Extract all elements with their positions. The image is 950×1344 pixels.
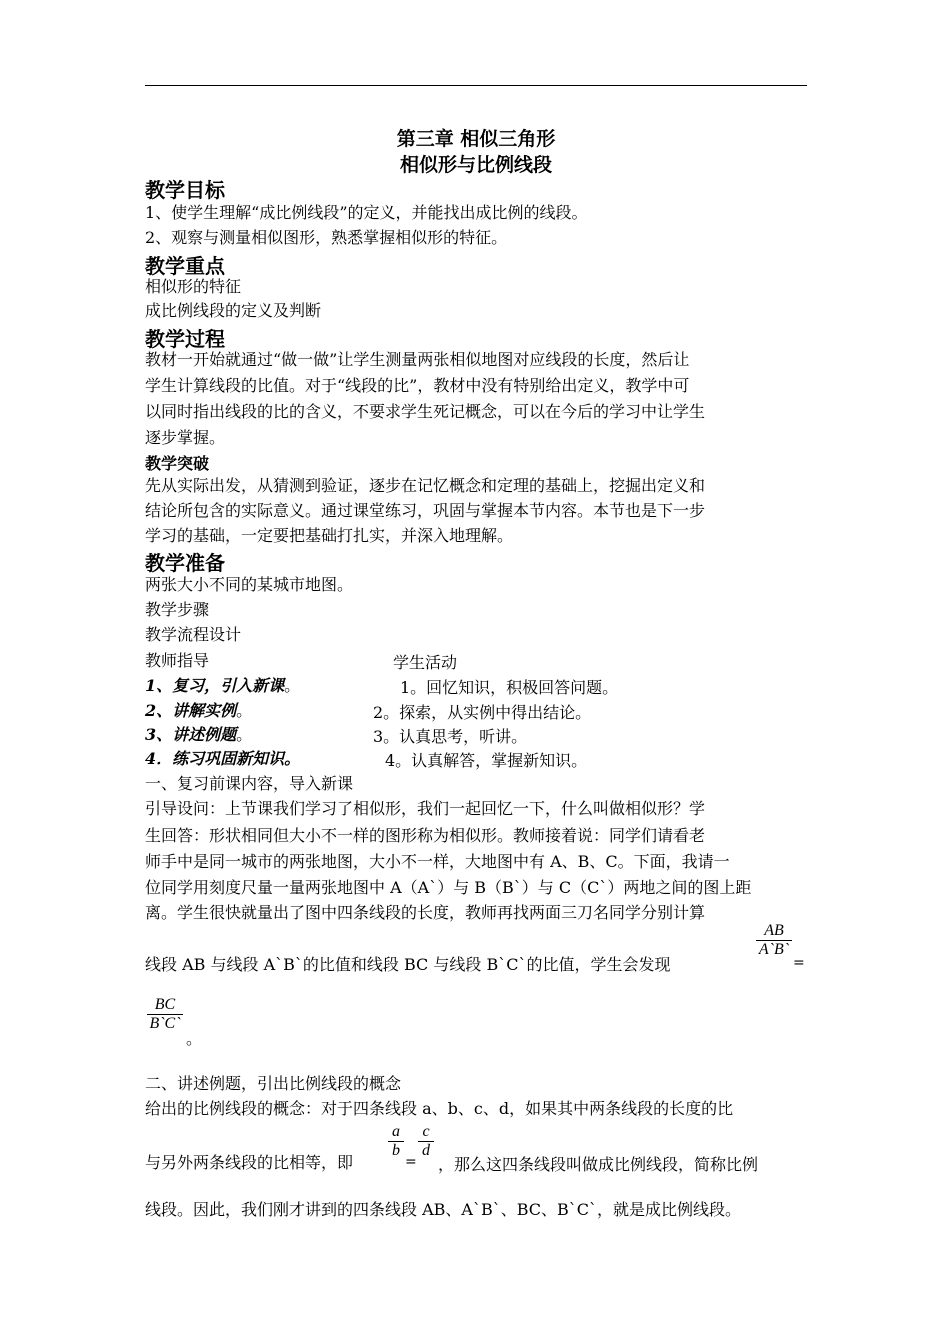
key-points-heading: 教学重点 [145,254,225,278]
section1-line: 位同学用刻度尺量一量两张地图中 A（A`）与 B（B`）与 C（C`）两地之间的图上距 [145,878,752,897]
process-line: 教材一开始就通过“做一做”让学生测量两张相似地图对应线段的长度，然后让 [145,350,690,369]
section2-heading: 二、讲述例题，引出比例线段的概念 [145,1074,402,1093]
header-rule [145,85,807,86]
objectives-heading: 教学目标 [145,178,225,202]
breakthrough-heading: 教学突破 [145,454,210,473]
equals-sign: = [405,1154,417,1170]
lesson-title: 相似形与比例线段 [399,154,552,176]
objective-item: 2、观察与测量相似图形，熟悉掌握相似形的特征。 [145,228,508,247]
breakthrough-line: 学习的基础，一定要把基础打扎实，并深入地理解。 [145,526,514,545]
preparation-heading: 教学准备 [145,551,225,575]
fraction-bc-over-b1c1 [147,996,183,1033]
process-line: 以同时指出线段的比的含义，不要求学生死记概念，可以在今后的学习中让学生 [145,402,706,421]
equals-sign: = [793,955,805,971]
fraction-denominator: b [392,1142,400,1159]
section2-line2-pre: 与另外两条线段的比相等，即 [145,1153,354,1172]
key-point-item: 成比例线段的定义及判断 [145,301,322,320]
flow-row-num: 1、 [145,676,173,695]
key-point-item: 相似形的特征 [145,277,242,296]
chapter-title: 第三章 相似三角形 [396,128,556,150]
flow-row-teacher-text: 讲解实例 [172,701,237,720]
fraction-numerator: a [392,1123,400,1140]
flow-row-student: 2。探索，从实例中得出结论。 [373,703,592,722]
fraction-c-over-d [418,1123,434,1160]
process-heading: 教学过程 [145,327,225,351]
objective-item: 1、使学生理解“成比例线段”的定义，并能找出成比例的线段。 [145,203,588,222]
flow-row-end: 。 [236,701,253,720]
flow-row-student: 4。认真解答，掌握新知识。 [385,751,588,770]
preparation-text: 两张大小不同的某城市地图。 [145,575,354,594]
breakthrough-line: 结论所包含的实际意义。通过课堂练习，巩固与掌握本节内容。本节也是下一步 [145,501,706,520]
flow-row-end: 。 [284,676,301,695]
fraction-denominator: A`B` [758,941,790,958]
flow-label: 教学流程设计 [145,625,242,644]
section1-line: 师手中是同一城市的两张地图，大小不一样，大地图中有 A、B、C。下面，我请一 [145,852,730,871]
steps-label: 教学步骤 [145,600,210,619]
fraction-denominator: d [422,1142,430,1159]
student-header: 学生活动 [393,653,458,672]
fraction-numerator: c [422,1123,430,1140]
teacher-header: 教师指导 [145,651,210,670]
fraction-denominator: B`C` [149,1015,181,1032]
flow-row-num: 2、 [145,701,173,720]
flow-row-teacher-text: 复习，引入新课 [172,676,285,695]
flow-row-teacher-text: 练习巩固新知识。 [172,749,301,768]
flow-row-num: 4． [145,749,173,768]
section2-line2-post: ，那么这四条线段叫做成比例线段，简称比例 [438,1155,759,1174]
fraction-a-over-b [388,1123,404,1160]
flow-row-end: 。 [236,725,253,744]
flow-row-num: 3、 [145,725,173,744]
section2-line: 给出的比例线段的概念：对于四条线段 a、b、c、d，如果其中两条线段的长度的比 [145,1099,734,1118]
process-line: 逐步掌握。 [145,428,226,447]
fraction-numerator: AB [764,922,784,939]
process-line: 学生计算线段的比值。对于“线段的比”，教材中没有特别给出定义，教学中可 [145,376,690,395]
flow-row-student: 1。回忆知识，积极回答问题。 [400,678,619,697]
breakthrough-line: 先从实际出发，从猜测到验证，逐步在记忆概念和定理的基础上，挖掘出定义和 [145,476,706,495]
section1-line: 生回答：形状相同但大小不一样的图形称为相似形。教师接着说：同学们请看老 [145,826,706,845]
section1-line: 引导设问：上节课我们学习了相似形，我们一起回忆一下，什么叫做相似形？学 [145,799,706,818]
section1-line: 离。学生很快就量出了图中四条线段的长度，教师再找两面三刀名同学分别计算 [145,903,706,922]
flow-row-teacher-text: 讲述例题 [172,725,237,744]
section2-line: 线段。因此，我们刚才讲到的四条线段 AB、A`B`、BC、B`C`，就是成比例线段。 [145,1200,742,1219]
end-mark: 。 [186,1029,203,1048]
section1-line: 线段 AB 与线段 A`B`的比值和线段 BC 与线段 B`C`的比值，学生会发现 [145,955,671,974]
flow-row-student: 3。认真思考，听讲。 [373,727,528,746]
fraction-ab-over-a1b1 [756,922,792,959]
section1-heading: 一、复习前课内容，导入新课 [145,774,354,793]
fraction-numerator: BC [154,996,176,1013]
